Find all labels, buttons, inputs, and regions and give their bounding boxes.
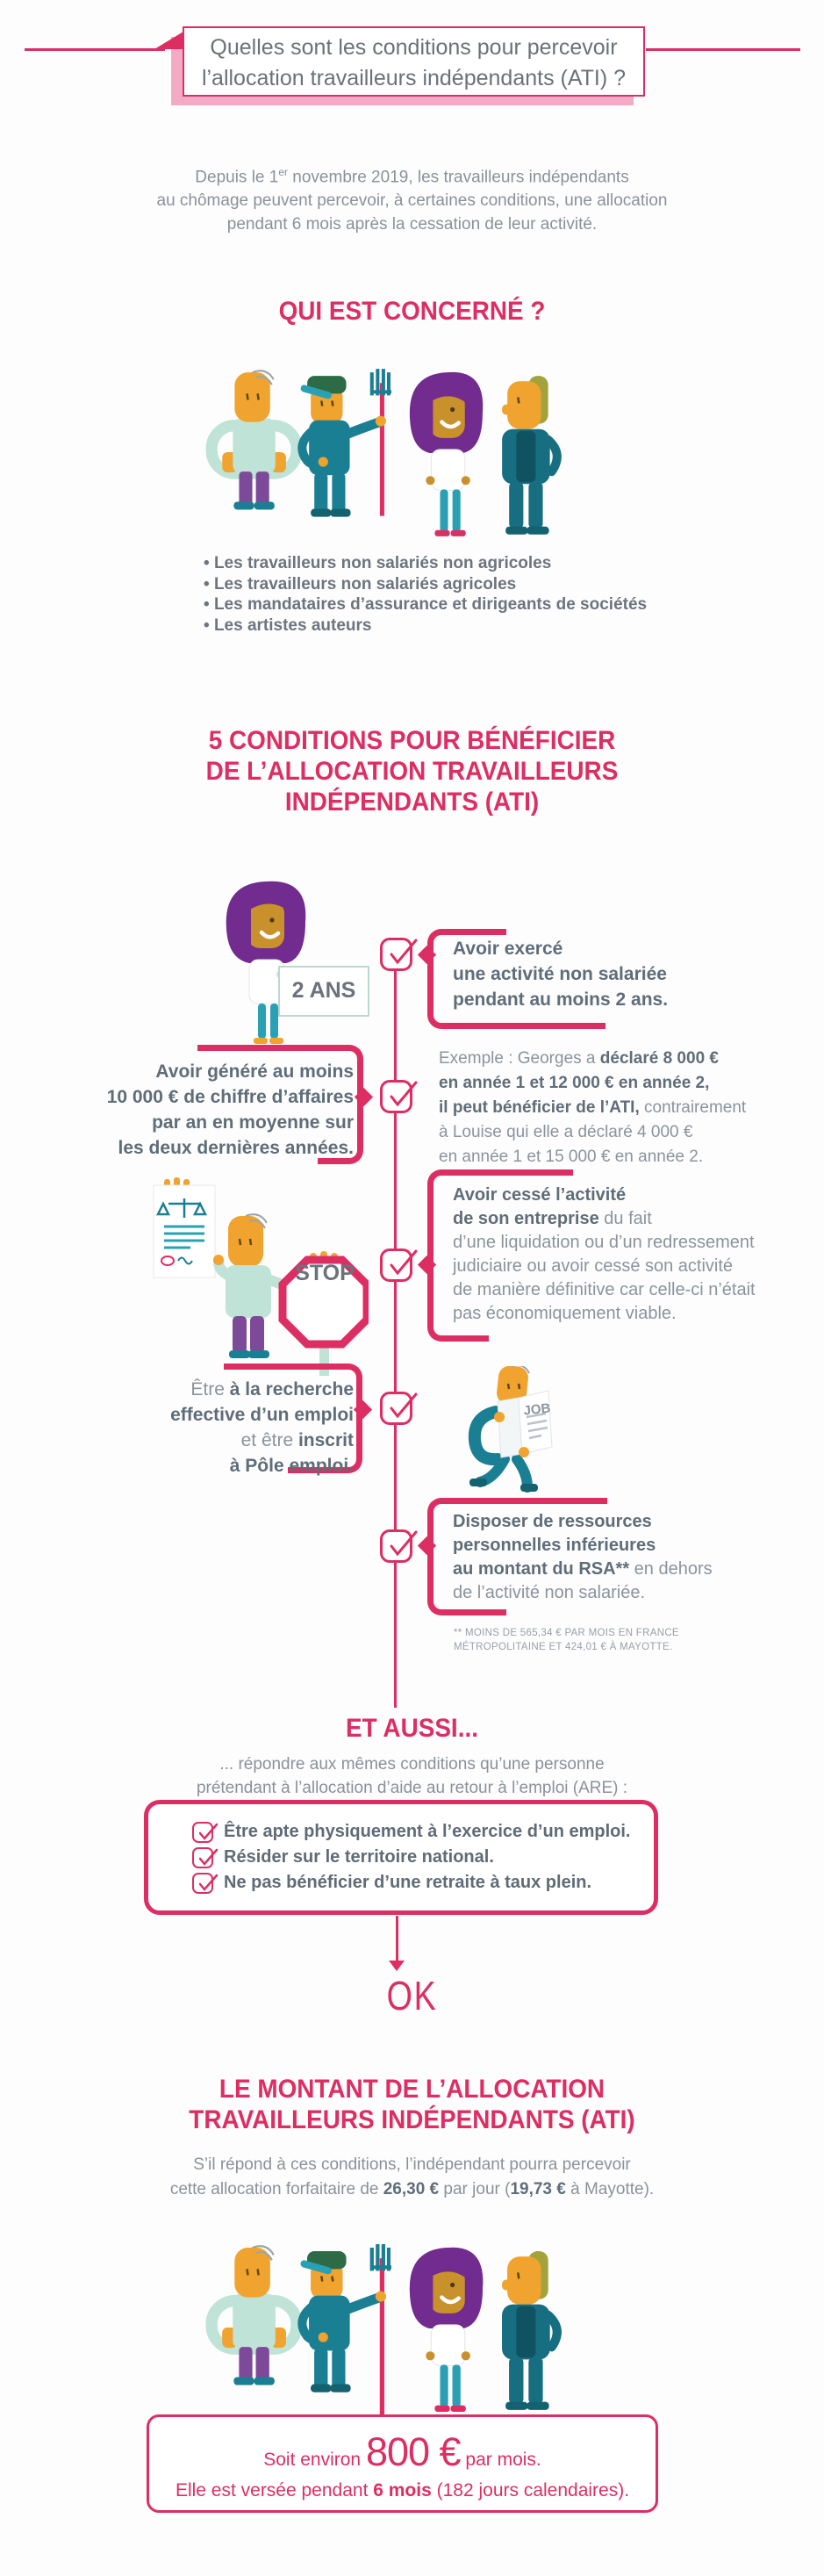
are-item: Être apte physiquement à l’exercice d’un emploi.	[192, 1819, 654, 1845]
worker-icon	[211, 2246, 297, 2385]
bullet-item: • Les mandataires d’assurance et dirigeants de sociétés	[204, 594, 647, 615]
check-icon	[192, 1822, 213, 1843]
job-seeker-icon	[443, 1366, 588, 1493]
check-icon	[380, 1392, 412, 1425]
executive-icon	[502, 376, 557, 535]
etaussi-heading: ET AUSSI...	[346, 1714, 478, 1743]
conditions-connector-line	[394, 953, 397, 1708]
condition2-text: Avoir généré au moins 10 000 € de chiffre d’affaires par an en moyenne sur les deux dernières années.	[106, 1061, 354, 1158]
two-years-sign: 2 ANS	[278, 966, 369, 1017]
people-group-icon	[197, 2242, 587, 2420]
bullet-item: • Les travailleurs non salariés non agricoles	[204, 553, 647, 574]
ok-arrow-line	[396, 1916, 398, 1961]
ok-label: OK	[386, 1973, 438, 2018]
check-icon	[380, 1248, 412, 1282]
executive-icon	[502, 2251, 557, 2410]
rsa-footnote: ** MOINS DE 565,34 € PAR MOIS EN FRANCE MÉTROPOLITAINE ET 424,01 € À MAYOTTE.	[454, 1628, 679, 1652]
are-item: Résider sur le territoire national.	[192, 1845, 654, 1870]
result-line1: Soit environ 800 € par mois.	[263, 2429, 541, 2474]
who-bullet-list	[204, 553, 647, 636]
people-group-icon	[197, 367, 587, 544]
job-newspaper-label: JOB	[522, 1400, 552, 1419]
bullet-item: • Les artistes auteurs	[204, 615, 647, 637]
title-rule-left	[25, 48, 165, 51]
check-icon	[192, 1873, 213, 1894]
conditions-heading: 5 CONDITIONS POUR BÉNÉFICIER DE L’ALLOCATION TRAVAILLEURS INDÉPENDANTS (ATI)	[205, 726, 619, 817]
title-fold-triangle-icon	[154, 32, 183, 49]
check-icon	[380, 1080, 412, 1113]
page-title-line2: l’allocation travailleurs indépendants (ATI) ?	[201, 66, 627, 90]
intro-line1: Depuis le 1er novembre 2019, les travailleurs indépendants	[195, 166, 629, 187]
result-line2: Elle est versée pendant 6 mois (182 jours calendaires).	[175, 2480, 630, 2500]
condition1-text: Avoir exercé une activité non salariée pendant au moins 2 ans.	[453, 939, 669, 1010]
condition3-text: Avoir cessé l’activité de son entreprise du fait d’une liquidation ou d’un redressement judiciaire ou avoir cessé son activité de manière définitive car celle-ci n’était pas économiquement viable.	[453, 1185, 756, 1323]
example-paragraph: Exemple : Georges a déclaré 8 000 € en année 1 et 12 000 € en année 2, il peut bénéficier de l’ATI, contrairement à Louise qui elle a déclaré 4 000 € en année 1 et 15 000 € en année 2.	[439, 1049, 747, 1166]
bullet-item: • Les travailleurs non salariés agricoles	[204, 574, 647, 595]
ordinal-sup: er	[278, 166, 289, 178]
check-icon	[192, 1847, 213, 1868]
woman-icon	[410, 2248, 483, 2412]
montant-heading: LE MONTANT DE L’ALLOCATION TRAVAILLEURS INDÉPENDANTS (ATI)	[189, 2075, 635, 2134]
check-icon	[380, 1529, 412, 1563]
page-title	[183, 26, 645, 97]
ok-arrow-head-icon	[389, 1961, 405, 1971]
farmer-icon	[300, 369, 391, 517]
are-conditions-box	[144, 1800, 658, 1915]
intro-line3: pendant 6 mois après la cessation de leur activité.	[226, 215, 598, 234]
intro-line2: au chômage peuvent percevoir, à certaines conditions, une allocation	[156, 191, 668, 211]
are-item: Ne pas bénéficier d’une retraite à taux plein.	[192, 1870, 654, 1896]
intro-paragraph	[0, 161, 824, 236]
etaussi-intro: ... répondre aux mêmes conditions qu’une personne prétendant à l’allocation d’aide au retour à l’emploi (ARE) :	[196, 1755, 628, 1797]
stop-sign-label: STOP	[295, 1261, 355, 1285]
result-box	[147, 2414, 658, 2513]
title-rule-right	[646, 48, 800, 51]
woman-icon	[410, 372, 483, 536]
amount-per-month: 800 €	[365, 2429, 461, 2474]
montant-paragraph: S’il répond à ces conditions, l’indépendant pourra percevoir cette allocation forfaitaire de 26,30 € par jour (19,73 € à Mayotte).	[169, 2155, 655, 2198]
worker-icon	[211, 371, 297, 509]
farmer-icon	[300, 2244, 391, 2416]
who-heading: QUI EST CONCERNÉ ?	[278, 297, 546, 326]
woman-2ans-icon	[218, 878, 314, 1047]
condition4-text: Être à la recherche effective d’un emploi et être inscrit à Pôle emploi.	[170, 1379, 354, 1476]
condition5-text: Disposer de ressources personnelles inférieures au montant du RSA** en dehors de l’activité non salariée.	[453, 1512, 713, 1602]
page-title-line1: Quelles sont les conditions pour percevoir	[210, 35, 618, 60]
check-icon	[380, 938, 412, 971]
